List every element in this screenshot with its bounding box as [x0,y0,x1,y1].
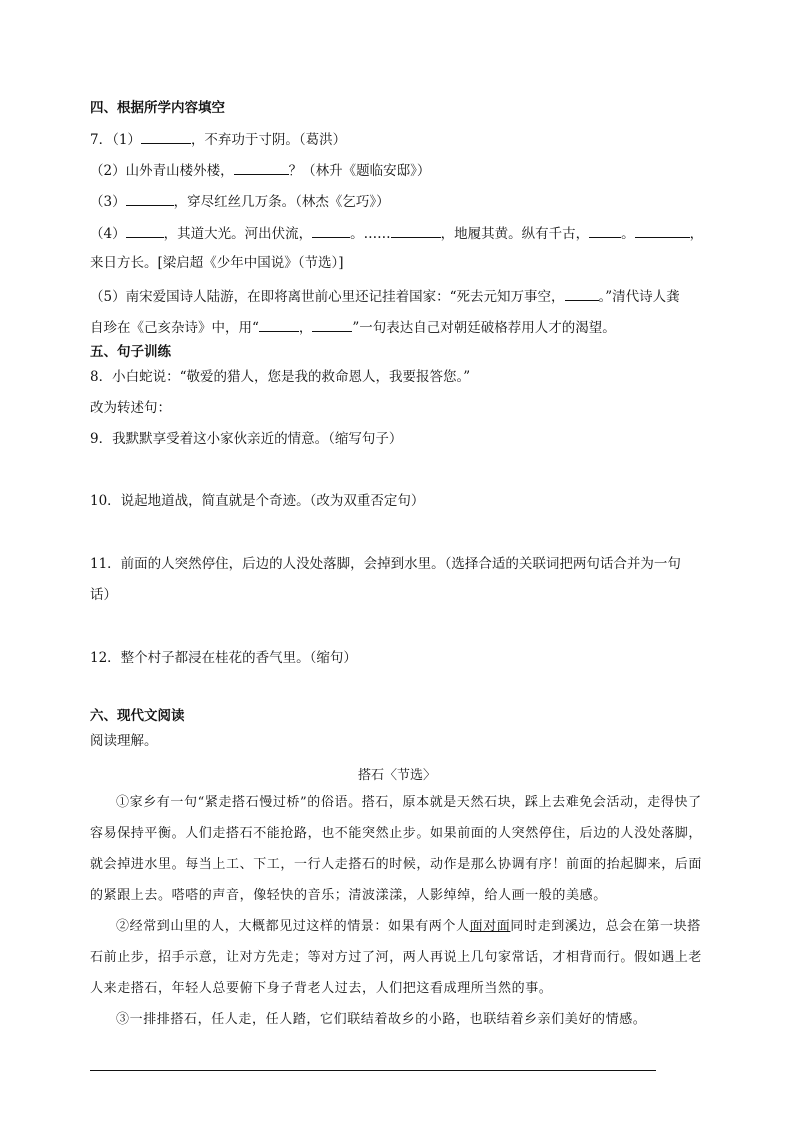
q7-1-suffix: ，不弃功于寸阴。（葛洪） [190,132,347,148]
answer-blank[interactable] [126,190,174,206]
passage-paragraph-3: ③一排排搭石，任人走，任人踏，它们联结着故乡的小路，也联结着乡亲们美好的情感。 [116,1012,647,1027]
q7-2-suffix: ？（林升《题临安邸》） [288,163,431,179]
answer-blank[interactable] [234,159,289,175]
q7-1-prefix: 7．（1） [90,132,141,148]
question-9: 9．我默默享受着这小家伙亲近的情意。（缩写句子） [90,431,403,447]
answer-blank[interactable] [589,222,621,238]
q7-4-part-d: ，地履其黄。纵有千古， [440,226,590,242]
question-7-5-continued [90,316,616,338]
paragraph-2-text-b: 同时走到溪边，总会在第一块搭石前止步，招手示意，让对方先走；等对方过了河，两人再说上几句家常话，才相背而行。假如遇上老人来走搭石，年轻人总要俯下身子背老人过去，人们把这看成理所当然的事。 [90,919,703,996]
passage-paragraph-2 [90,911,712,1004]
answer-blank[interactable] [259,316,299,332]
question-7-5 [90,285,680,307]
section-5-heading: 五、句子训练 [90,344,171,360]
q7-4-part-c: 。…… [350,226,391,242]
underlined-phrase: 面对面 [469,919,511,934]
q7-4-part-a: （4） [90,226,126,242]
passage-title: 搭石〈节选〉 [357,768,436,783]
answer-blank[interactable] [565,285,599,301]
question-11-continued: 话） [90,587,117,603]
section-4-heading: 四、根据所学内容填空 [90,100,225,116]
answer-blank[interactable] [126,222,164,238]
answer-blank[interactable] [312,222,350,238]
q7-4-part-b: ，其道大光。河出伏流， [163,226,313,242]
q7-5-part-a: （5）南宋爱国诗人陆游，在即将离世前心里还记挂着国家：“死去元知万事空， [90,289,565,305]
paragraph-2-text-a: ②经常到山里的人，大概都见过这样的情景：如果有两个人 [116,919,470,934]
q7-5-part-d: ， [298,320,313,336]
q7-2-prefix: （2）山外青山楼外楼， [90,163,234,179]
answer-blank[interactable] [141,128,191,144]
section-6-heading: 六、现代文阅读 [90,708,185,724]
q7-3-suffix: ，穿尽红丝几万条。（林杰《乞巧》） [173,194,390,210]
q7-4-part-f: ， [689,226,704,242]
answer-blank[interactable] [391,222,441,238]
passage-paragraph-1: ①家乡有一句“紧走搭石慢过桥”的俗语。搭石，原本就是天然石块，踩上去难免会活动，走得快了容易保持平衡。人们走搭石不能抢路，也不能突然止步。如果前面的人突然停住，后边的人没处落脚，就会掉进水里。每当上工、下工，一行人走搭石的时候，动作是那么协调有序！前面的抬起脚来，后面的紧跟上去。嗒嗒的声音，像轻快的音乐；清波漾漾，人影绰绰，给人画一般的美感。 [90,795,703,903]
question-10: 10．说起地道战，简直就是个奇迹。（改为双重否定句） [90,493,425,509]
q7-5-part-e: ”一句表达自己对朝廷破格荐用人才的渴望。 [352,320,616,336]
answer-rule-line [90,1070,656,1071]
reading-instruction: 阅读理解。 [90,733,158,749]
answer-blank[interactable] [635,222,690,238]
question-7-3 [90,190,390,212]
question-11: 11．前面的人突然停住，后边的人没处落脚，会掉到水里。（选择合适的关联词把两句话合并为一句 [90,556,681,572]
question-7-4-continued: 来日方长。[梁启超《少年中国说》（节选）] [90,255,344,271]
question-8: 8．小白蛇说：“敬爱的猎人，您是我的救命恩人，我要报答您。” [90,369,471,385]
q7-5-part-b: 。”清代诗人龚 [598,289,680,305]
question-7-1 [90,128,346,150]
question-7-2 [90,159,430,181]
q7-3-prefix: （3） [90,194,126,210]
q7-5-part-c: 自珍在《己亥杂诗》中，用“ [90,320,259,336]
question-7-4 [90,222,703,244]
q7-4-part-e: 。 [621,226,635,242]
answer-blank[interactable] [312,316,352,332]
question-8-instruction: 改为转述句： [90,400,171,416]
question-12: 12．整个村子都浸在桂花的香气里。（缩句） [90,650,357,666]
